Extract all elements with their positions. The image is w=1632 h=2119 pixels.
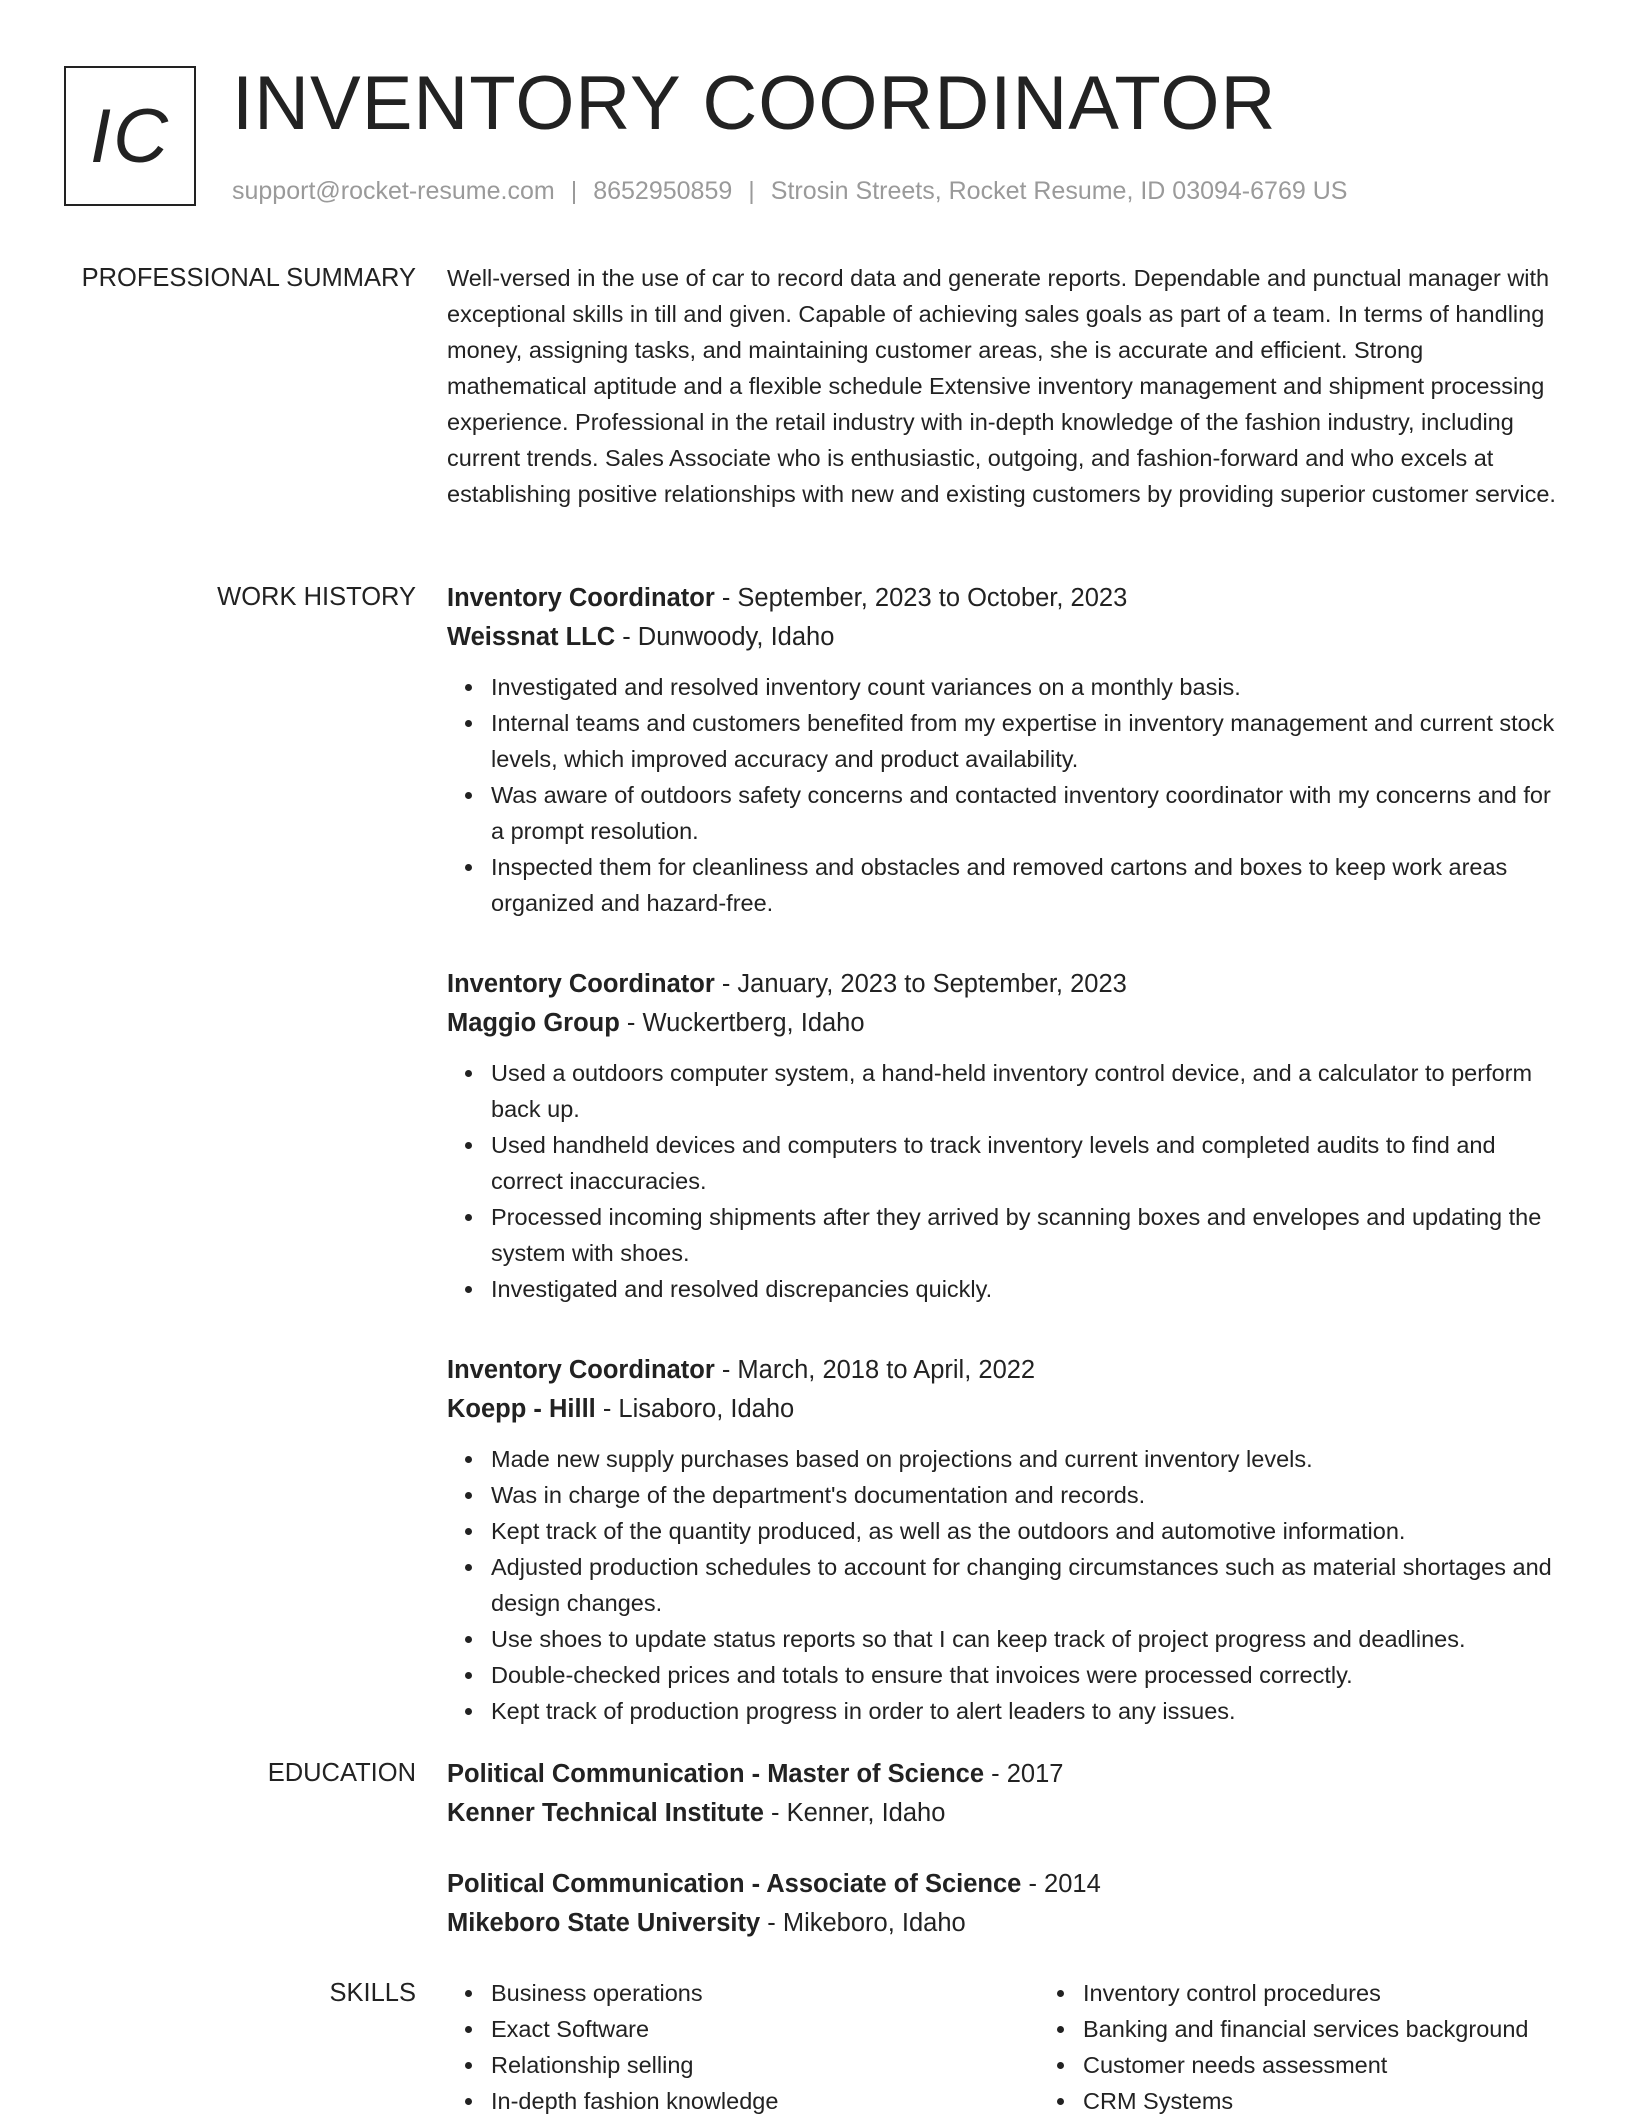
job-company-line <box>447 1390 1567 1429</box>
job-location: - Lisaboro, Idaho <box>595 1395 795 1423</box>
job-bullet: Investigated and resolved inventory count variances on a monthly basis. <box>491 669 1567 705</box>
degree-year: - 2017 <box>984 1760 1064 1788</box>
job-company: Maggio Group <box>447 1009 620 1037</box>
contact-line <box>232 174 1347 208</box>
job-bullet: Use shoes to update status reports so that I can keep track of project progress and deadlines. <box>491 1621 1567 1657</box>
job-bullet: Was aware of outdoors safety concerns and contacted inventory coordinator with my concerns and for a prompt resolution. <box>491 777 1567 849</box>
job-title: Inventory Coordinator <box>447 584 715 612</box>
job-location: - Dunwoody, Idaho <box>615 623 835 651</box>
job-entry <box>447 1351 1567 1729</box>
skills-list-right <box>1039 1975 1631 2119</box>
contact-separator: | <box>570 177 578 205</box>
skill-item: CRM Systems <box>1083 2083 1631 2119</box>
contact-email[interactable]: support@rocket-resume.com <box>232 177 555 205</box>
job-company-line <box>447 1004 1567 1043</box>
degree: Political Communication - Master of Science <box>447 1760 985 1788</box>
school-location: - Mikeboro, Idaho <box>760 1909 966 1937</box>
degree-line <box>447 1865 1567 1904</box>
skills-columns <box>447 1975 1567 2119</box>
job-entry <box>447 579 1567 921</box>
school: Kenner Technical Institute <box>447 1799 764 1827</box>
degree-year: - 2014 <box>1021 1870 1101 1898</box>
job-bullet: Kept track of production progress in order to alert leaders to any issues. <box>491 1693 1567 1729</box>
skill-item: Inventory control procedures <box>1083 1975 1631 2011</box>
job-dates: - January, 2023 to September, 2023 <box>714 970 1127 998</box>
job-title-line <box>447 965 1567 1004</box>
school: Mikeboro State University <box>447 1909 761 1937</box>
job-company-line <box>447 618 1567 657</box>
job-bullet: Double-checked prices and totals to ensure that invoices were processed correctly. <box>491 1657 1567 1693</box>
skill-item: Exact Software <box>491 2011 1039 2047</box>
education-entry <box>447 1755 1567 1833</box>
job-entry <box>447 965 1567 1307</box>
job-bullet: Used handheld devices and computers to track inventory levels and completed audits to find and correct inaccuracies. <box>491 1127 1567 1199</box>
job-bullet: Investigated and resolved discrepancies quickly. <box>491 1271 1567 1307</box>
job-dates: - September, 2023 to October, 2023 <box>714 584 1128 612</box>
job-title-line <box>447 1351 1567 1390</box>
job-bullet: Was in charge of the department's documentation and records. <box>491 1477 1567 1513</box>
monogram-logo: IC <box>64 66 196 206</box>
skill-item: Banking and financial services background <box>1083 2011 1631 2047</box>
skill-item: In-depth fashion knowledge <box>491 2083 1039 2119</box>
degree-line <box>447 1755 1567 1794</box>
skill-item: Relationship selling <box>491 2047 1039 2083</box>
job-company: Koepp - Hilll <box>447 1395 596 1423</box>
job-bullet: Used a outdoors computer system, a hand-held inventory control device, and a calculator to perform back up. <box>491 1055 1567 1127</box>
job-bullet: Inspected them for cleanliness and obstacles and removed cartons and boxes to keep work areas organized and hazard-free. <box>491 849 1567 921</box>
job-title: Inventory Coordinator <box>447 970 715 998</box>
job-bullets <box>447 669 1567 921</box>
skill-item: Business operations <box>491 1975 1039 2011</box>
job-bullet: Internal teams and customers benefited from my expertise in inventory management and current stock levels, which improved accuracy and product availability. <box>491 705 1567 777</box>
contact-address: Strosin Streets, Rocket Resume, ID 03094-6769 US <box>770 177 1348 205</box>
contact-separator: | <box>748 177 755 205</box>
contact-phone[interactable]: 8652950859 <box>593 177 733 205</box>
job-title-line <box>447 579 1567 618</box>
job-location: - Wuckertberg, Idaho <box>619 1009 865 1037</box>
school-line <box>447 1794 1567 1833</box>
job-bullet: Adjusted production schedules to account for changing circumstances such as material shortages and design changes. <box>491 1549 1567 1621</box>
job-bullet: Processed incoming shipments after they arrived by scanning boxes and envelopes and updating the system with shoes. <box>491 1199 1567 1271</box>
skills-list-left <box>447 1975 1039 2119</box>
education-entry <box>447 1865 1567 1943</box>
job-dates: - March, 2018 to April, 2022 <box>714 1356 1036 1384</box>
skill-item: Customer needs assessment <box>1083 2047 1631 2083</box>
section-heading-education: EDUCATION <box>267 1759 416 1787</box>
section-heading-work-history: WORK HISTORY <box>217 583 416 611</box>
section-heading-summary: PROFESSIONAL SUMMARY <box>81 264 416 292</box>
job-bullets <box>447 1055 1567 1307</box>
job-bullet: Made new supply purchases based on projections and current inventory levels. <box>491 1441 1567 1477</box>
job-company: Weissnat LLC <box>447 623 616 651</box>
job-bullets <box>447 1441 1567 1729</box>
school-line <box>447 1904 1567 1943</box>
resume-title: INVENTORY COORDINATOR <box>232 61 1277 146</box>
section-heading-skills: SKILLS <box>329 1979 416 2007</box>
job-title: Inventory Coordinator <box>447 1356 715 1384</box>
summary-text: Well-versed in the use of car to record data and generate reports. Dependable and punctual manager with exceptional skills in till and given. Capable of achieving sales goals as part of a team. In terms of handling money, assigning tasks, and maintaining customer areas, she is accurate and efficient. Strong mathematical aptitude and a flexible schedule Extensive inventory management and shipment processing experience. Professional in the retail industry with in-depth knowledge of the fashion industry, including current trends. Sales Associate who is enthusiastic, outgoing, and fashion-forward and who excels at establishing positive relationships with new and existing customers by providing superior customer service. <box>447 265 1556 507</box>
job-bullet: Kept track of the quantity produced, as well as the outdoors and automotive information. <box>491 1513 1567 1549</box>
school-location: - Kenner, Idaho <box>763 1799 946 1827</box>
degree: Political Communication - Associate of Science <box>447 1870 1022 1898</box>
